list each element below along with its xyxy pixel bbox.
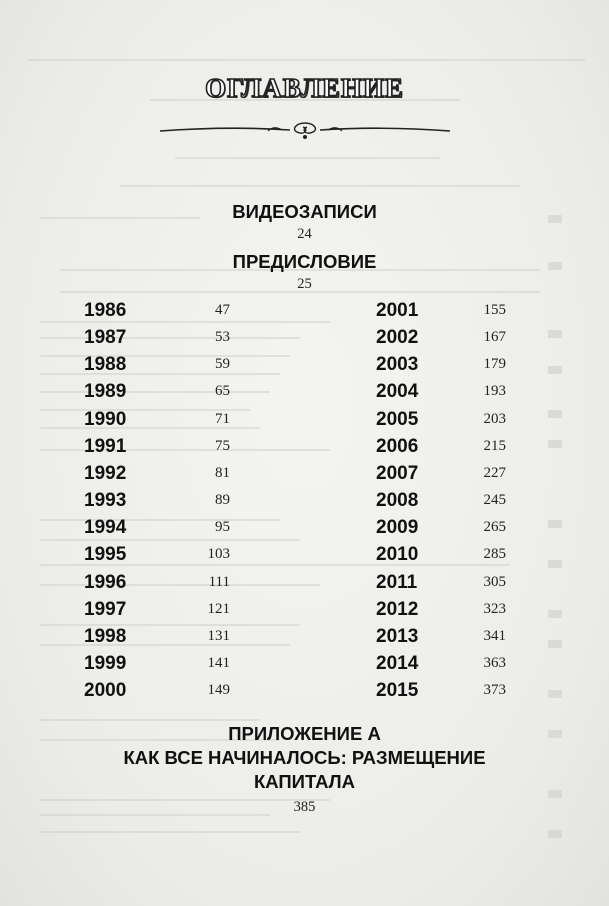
year-page: 131 xyxy=(207,628,230,644)
year-page: 179 xyxy=(483,356,506,372)
appendix-heading: ПРИЛОЖЕНИЕ А xyxy=(228,723,381,744)
year-label: 1989 xyxy=(84,381,127,402)
year-page: 65 xyxy=(215,383,230,399)
year-page: 71 xyxy=(215,411,230,427)
year-page: 75 xyxy=(215,438,230,454)
year-page: 167 xyxy=(483,329,506,345)
year-label: 2012 xyxy=(376,599,419,620)
year-page: 81 xyxy=(215,465,230,481)
year-label: 2014 xyxy=(376,653,419,674)
year-page: 245 xyxy=(483,492,506,508)
year-label: 1995 xyxy=(84,544,127,565)
year-label: 2015 xyxy=(376,680,419,701)
year-label: 2005 xyxy=(376,409,419,430)
year-page: 373 xyxy=(483,682,506,698)
year-page: 305 xyxy=(483,574,506,590)
appendix-title-line2: КАПИТАЛА xyxy=(253,771,356,792)
year-label: 1997 xyxy=(84,599,127,620)
appendix-page: 385 xyxy=(293,799,316,815)
year-label: 2002 xyxy=(376,327,419,348)
year-page: 89 xyxy=(215,492,230,508)
section-preface-page: 25 xyxy=(297,276,312,292)
appendix-title-line1: КАК ВСЕ НАЧИНАЛОСЬ: РАЗМЕЩЕНИЕ xyxy=(123,747,486,768)
year-page: 193 xyxy=(483,383,506,399)
year-label: 2007 xyxy=(376,463,419,484)
year-page: 155 xyxy=(483,302,506,318)
year-page: 323 xyxy=(483,601,506,617)
year-label: 1992 xyxy=(84,463,127,484)
year-label: 2003 xyxy=(376,354,419,375)
page-title: ОГЛАВЛЕНИЕ xyxy=(205,73,404,103)
year-page: 341 xyxy=(483,628,506,644)
section-preface-label: ПРЕДИСЛОВИЕ xyxy=(232,251,377,272)
section-video-label: ВИДЕОЗАПИСИ xyxy=(232,201,377,222)
year-page: 203 xyxy=(483,411,506,427)
year-label: 1993 xyxy=(84,490,127,511)
year-label: 2004 xyxy=(376,381,419,402)
year-page: 227 xyxy=(483,465,506,481)
year-page: 363 xyxy=(483,655,506,671)
section-video-page: 24 xyxy=(297,226,312,242)
year-label: 2013 xyxy=(376,626,419,647)
year-page: 103 xyxy=(207,546,230,562)
year-label: 2006 xyxy=(376,436,419,457)
year-page: 149 xyxy=(207,682,230,698)
year-page: 47 xyxy=(215,302,230,318)
year-label: 2011 xyxy=(376,572,418,593)
year-label: 1996 xyxy=(84,572,127,593)
year-label: 2008 xyxy=(376,490,419,511)
year-page: 59 xyxy=(215,356,230,372)
year-label: 1990 xyxy=(84,409,127,430)
year-label: 1986 xyxy=(84,300,127,321)
year-label: 1988 xyxy=(84,354,127,375)
year-label: 2000 xyxy=(84,680,127,701)
year-page: 53 xyxy=(215,329,230,345)
year-label: 2001 xyxy=(376,300,419,321)
year-label: 1994 xyxy=(84,517,127,538)
year-label: 1998 xyxy=(84,626,127,647)
year-page: 285 xyxy=(483,546,506,562)
year-label: 1999 xyxy=(84,653,127,674)
year-label: 1987 xyxy=(84,327,127,348)
year-page: 111 xyxy=(208,574,230,590)
year-page: 95 xyxy=(215,519,230,535)
year-page: 141 xyxy=(207,655,230,671)
year-page: 121 xyxy=(207,601,230,617)
year-label: 1991 xyxy=(84,436,127,457)
year-label: 2009 xyxy=(376,517,419,538)
year-page: 215 xyxy=(483,438,506,454)
year-label: 2010 xyxy=(376,544,419,565)
year-page: 265 xyxy=(483,519,506,535)
ornament-divider xyxy=(150,118,460,144)
